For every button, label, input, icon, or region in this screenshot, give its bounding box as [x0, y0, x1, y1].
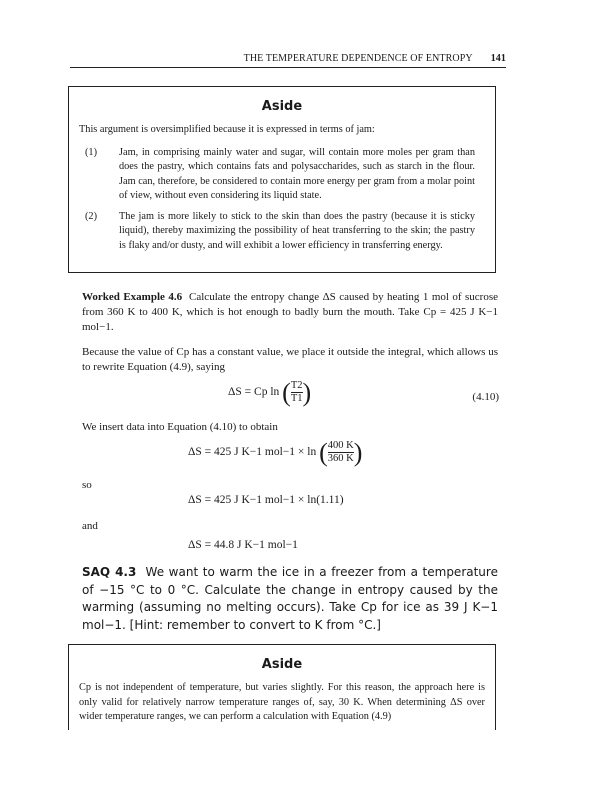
list-item-number: (1) — [85, 146, 98, 158]
aside-title-1: Aside — [261, 99, 303, 114]
worked-example-text: Calculate the entropy change ΔS caused by heating 1 mol of sucrose from 360 K to 400 K, which is hot enough to badly burn the mouth. Take Cp = 425 J K−1 mol−1. — [82, 291, 499, 333]
page-number: 141 — [490, 53, 506, 64]
aside-title-2: Aside — [261, 657, 303, 672]
equation-number: (4.10) — [472, 391, 499, 403]
running-head — [0, 51, 506, 66]
aside-2-text: Cp is not independent of temperature, but varies slightly. For this reason, the approach here is only valid for relatively narrow temperature ranges of, say, 30 K. When determining ΔS over wider temperature ranges, we can perform a calculation with Equation (4.9) — [79, 682, 485, 722]
eq410-fraction — [291, 380, 303, 405]
so-label: so — [82, 479, 92, 491]
eq1-lhs: ΔS = 425 J K−1 mol−1 × ln — [188, 446, 317, 459]
header-rule — [70, 67, 506, 68]
saq-text: We want to warm the ice in a freezer from a temperature of −15 °C to 0 °C. Calculate the change in entropy caused by the warming (assuming no melting occurs). Take Cp for ice as 39 J K−1 mol−1. [Hint: remember to convert to K from °C.] — [82, 565, 498, 632]
worked-example-label: Worked Example 4.6 — [82, 291, 183, 303]
list-item-text: The jam is more likely to stick to the skin than does the pastry (because it is sticky liquid), thereby maximizing the possibility of heat transferring to the skin; the pastry is flaky and/or dusty, and will exhibit a lower efficiency in transferring energy. — [119, 210, 475, 251]
eq410-lhs: ΔS = Cp ln — [228, 386, 280, 399]
saq-label: SAQ 4.3 — [82, 565, 137, 579]
equation-substitution: ΔS = 425 J K−1 mol−1 × ln ( $\frac{400 K}{360 K}$ ) — [188, 438, 363, 467]
eq410-den: T1 — [290, 393, 303, 404]
paragraph-1: Because the value of Cp has a constant value, we place it outside the integral, which allows us to rewrite Equation (4.9), saying — [82, 346, 498, 373]
aside-list — [79, 146, 485, 254]
eq1-fraction — [328, 440, 354, 465]
list-item — [79, 210, 485, 254]
saq-block — [82, 564, 498, 634]
paragraph-2: We insert data into Equation (4.10) to obtain — [82, 421, 278, 433]
aside-box-1 — [68, 86, 496, 273]
list-item-number: (2) — [85, 210, 98, 222]
aside-box-2 — [68, 644, 496, 730]
and-label: and — [82, 520, 98, 532]
equation-ln-value: ΔS = 425 J K−1 mol−1 × ln(1.11) — [188, 494, 344, 506]
running-title: THE TEMPERATURE DEPENDENCE OF ENTROPY — [243, 53, 473, 64]
list-item — [79, 146, 485, 204]
eq1-den: 360 K — [327, 453, 354, 464]
equation-result: ΔS = 44.8 J K−1 mol−1 — [188, 539, 298, 551]
equation-4-10: ΔS = Cp ln ( $\frac{T2}{T1}$ ) — [228, 378, 312, 407]
list-item-text: Jam, in comprising mainly water and sugar, will contain more moles per gram than does the pastry, which contains fats and polysaccharides, such as starch in the flour. Jam can, therefore, be considered to contain more energy per gram from a molar point of view, without even considering its liquid state. — [119, 146, 475, 201]
aside-intro: This argument is oversimplified because it is expressed in terms of jam: — [79, 124, 375, 135]
eq1-num: 400 K — [327, 440, 354, 451]
eq410-num: T2 — [290, 380, 303, 391]
worked-example — [82, 290, 498, 335]
